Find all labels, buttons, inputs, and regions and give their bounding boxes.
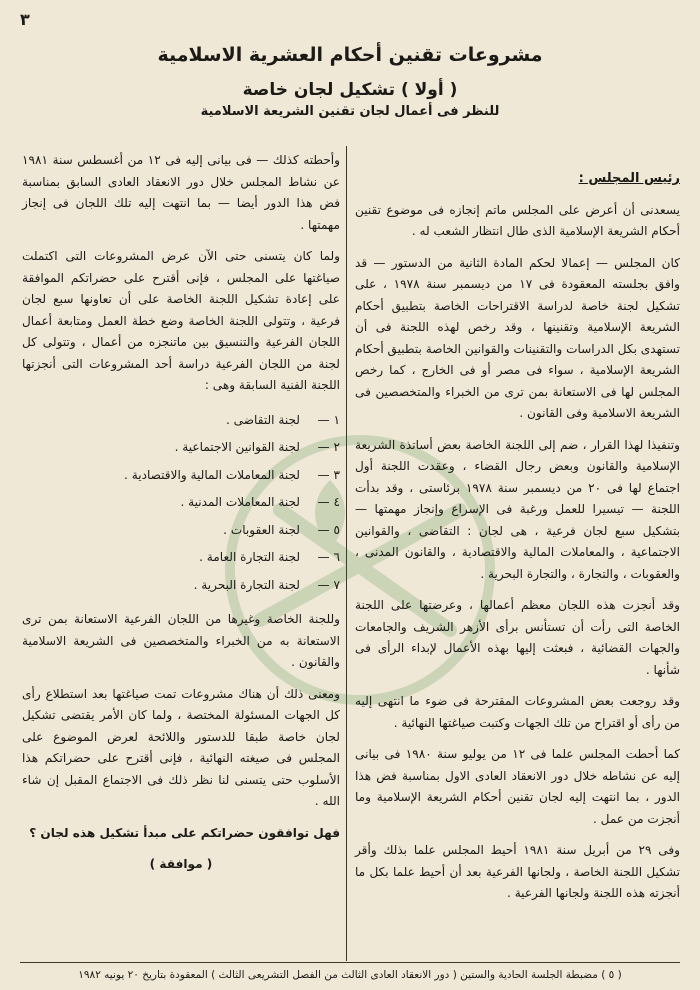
list-label: لجنة العقوبات . (223, 522, 300, 537)
list-item (22, 517, 340, 545)
paragraph: وتنفيذا لهذا القرار ، ضم إلى اللجنة الخاصة بعض أساتذة الشريعة الإسلامية والقانون وبعض رجال القضاء ، وعقدت اللجنة أول اجتماع لها فى ٢٠ من ديسمبر سنة ١٩٧٨ برئاستى ، وقد بدأت اللجنة — تيسيرا للعمل ورغبة فى الإسراع وإنجاز مهمتها — بتشكيل سبع لجان فرعية ، هى لجان : التقاضى ، والقوانين الاجتماعية ، والمعاملات المالية والاقتصادية ، والقانون المدنى ، والعقوبات ، والتجارة ، والتجارة البحرية . (355, 437, 680, 581)
page-number: ٣ (20, 10, 30, 29)
list-number: ٢ — (317, 440, 340, 454)
page-header (0, 44, 700, 119)
paragraph: يسعدنى أن أعرض على المجلس ماتم إنجازه فى موضوع تقنين أحكام الشريعة الإسلامية الذى طال انتظار الشعب له . (355, 202, 680, 238)
list-item (22, 489, 340, 517)
vote-question: فهل توافقون حضراتكم على مبدأ تشكيل هذه لجان ؟ (29, 825, 340, 840)
left-column (22, 150, 340, 886)
list-number: ٥ — (317, 522, 340, 537)
paragraph: وأحطته كذلك — فى بيانى إليه فى ١٢ من أغسطس سنة ١٩٨١ عن نشاط المجلس خلال دور الانعقاد العادى السابق بمناسبة فض هذا الدور أيضا — بما انتهت إليه تلك اللجان فى إنجاز مهمتها . (22, 153, 341, 232)
paragraph: وللجنة الخاصة وغيرها من اللجان الفرعية الاستعانة بمن ترى الاستعانة به من الخبراء والمتخصصين فى الشريعة الاسلامية والقانون . (22, 612, 340, 669)
right-column (355, 168, 680, 915)
consent-note: ( موافقة ) (149, 857, 213, 871)
page-footer: ( ٥ ) مضبطة الجلسة الحادية والستين ( دور الانعقاد العادى الثالث من الفصل التشريعى الثالث ) المعقودة بتاريخ ٢٠ يونيه ١٩٨٢ (20, 962, 680, 981)
list-item (22, 407, 340, 435)
list-item (22, 572, 340, 600)
page-title: مشروعات تقنين أحكام العشرية الاسلامية (157, 44, 543, 66)
list-number: ٧ — (317, 577, 340, 592)
list-item (22, 434, 340, 462)
paragraph: ولما كان يتسنى حتى الآن عرض المشروعات التى اكتملت صياغتها على المجلس ، فإنى أقترح على حضراتكم الموافقة على إعادة تشكيل اللجنة الخاصة على أن تعاونها سبع لجان فرعية ، وتتولى اللجنة الخاصة وضع خطة العمل ومتابعة أعمال اللجان الفرعية والتنسيق بين ماتنجزه من أعمال ، وتتولى كل لجنة من اللجان الفرعية دراسة أحد المشروعات التى أنجزتها اللجنة الفنية السابقة وهى : (22, 249, 340, 392)
list-label: لجنة التجارة العامة . (199, 550, 300, 564)
list-label: لجنة المعاملات المالية والاقتصادية . (124, 467, 300, 482)
section-subtitle: للنظر فى أعمال لجان تقنين الشريعة الاسلامية (200, 104, 500, 119)
list-number: ٣ — (317, 467, 340, 482)
list-label: لجنة القوانين الاجتماعية . (174, 440, 300, 454)
committee-list (22, 407, 340, 600)
list-label: لجنة المعاملات المدنية . (180, 495, 300, 509)
paragraph: ومعنى ذلك أن هناك مشروعات تمت صياغتها بعد استطلاع رأى كل الجهات المسئولة المختصة ، ولما كان الأمر يقتضى تشكيل لجان خاصة طبقا للدستور واللائحة لعرض الموضوع على المجلس فى صيغته النهائية ، فإنى أقترح على حضراتكم هذا الأسلوب حتى يتسنى لنا نظر ذلك فى الاجتماع المقبل إن شاء الله . (22, 686, 340, 808)
list-number: ٤ — (317, 495, 340, 509)
list-item (22, 462, 340, 490)
list-item (22, 544, 340, 572)
list-label: لجنة التقاضى . (225, 412, 300, 427)
list-label: لجنة التجارة البحرية . (193, 577, 300, 592)
column-divider (346, 146, 347, 961)
paragraph: كما أحطت المجلس علما فى ١٢ من يوليو سنة ١٩٨٠ فى بيانى إليه عن نشاطه خلال دور الانعقاد العادى الاول بمناسبة فض هذا الدور ، بما انتهت إليه لجان تقنين أحكام الشريعة الإسلامية وما أنجزت من عمل . (355, 747, 680, 826)
paragraph: كان المجلس — إعمالا لحكم المادة الثانية من الدستور — قد وافق بجلسته المعقودة فى ١٧ من ديسمبر سنة ١٩٧٨ ، على تشكيل لجنة خاصة لدراسة الاقتراحات الخاصة بتطبيق أحكام الشريعة الإسلامية وتقنينها ، وقد رخص لهذه اللجنة فى أن تستهدى بكل الدراسات والتقنينات والقوانين الخاصة بتطبيق أحكام الشريعة الإسلامية ، سواء فى مصر أو فى الخارج ، كما رخص المجلس لها فى الاستعانة بمن ترى من الخبراء والمتخصصين فى الشريعة الاسلامية وفى القانون . (355, 255, 680, 420)
list-number: ١ — (317, 412, 340, 427)
paragraph: وقد أنجزت هذه اللجان معظم أعمالها ، وعرضتها على اللجنة الخاصة التى رأت أن تستأنس برأى الأزهر الشريف والجامعات والجهات القضائية ، فبعثت إليها بهذه الأعمال لإبداء الرأى فى شأنها . (355, 598, 680, 677)
section-title: ( أولا ) تشكيل لجان خاصة (242, 80, 458, 100)
paragraph: وفى ٢٩ من أبريل سنة ١٩٨١ أحيط المجلس علما بذلك وأقر تشكيل اللجنة الخاصة ، ولجانها الفرعية بعد أن أحيط علما بكل ما أنجزته هذه اللجنة ولجانها الفرعية . (355, 843, 681, 900)
list-number: ٦ — (317, 550, 340, 564)
speaker-label: رئيس المجلس : (578, 171, 680, 186)
paragraph: وقد روجعت بعض المشروعات المقترحة فى ضوء ما انتهى إليه من رأى أو اقتراح من تلك الجهات وكتبت صياغتها النهائية . (355, 694, 680, 730)
